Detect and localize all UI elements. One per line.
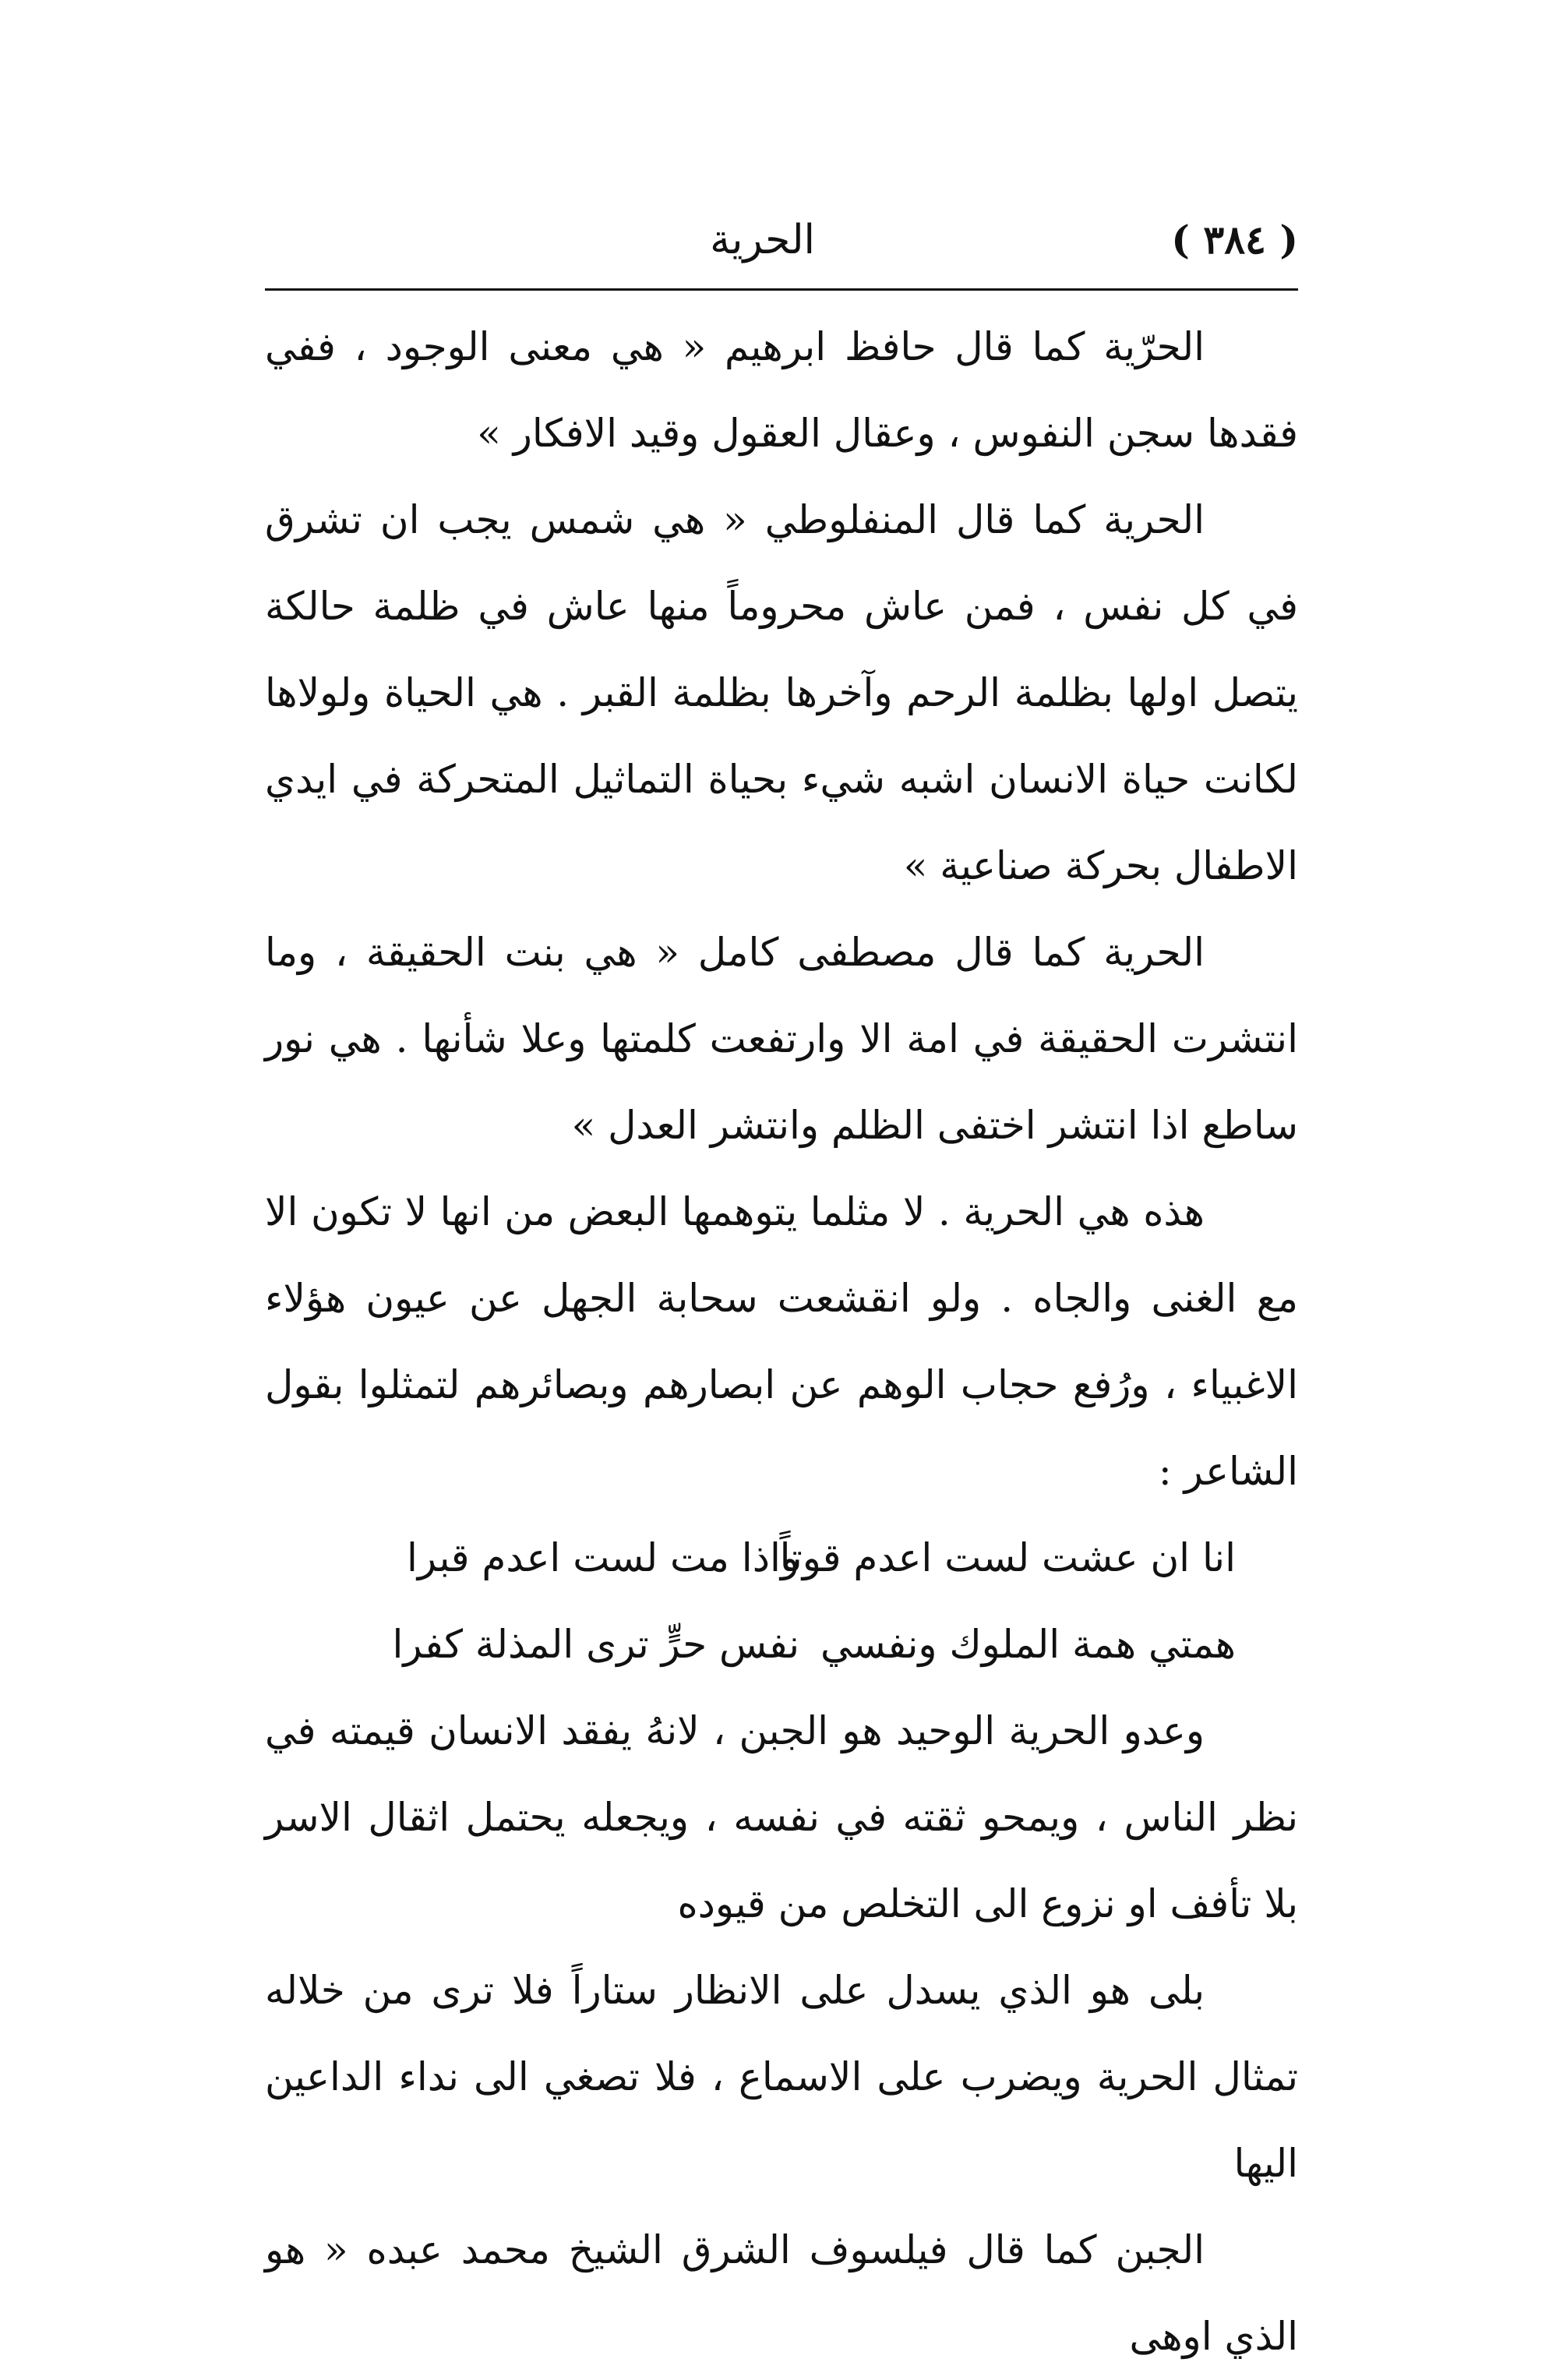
verse-first-hemistich: همتي همة الملوك ونفسي [820,1622,1236,1667]
paragraph-manfaluti: الحرية كما قال المنفلوطي « هي شمس يجب ان تشرق في كل نفس ، فمن عاش محروماً منها عاش في ظلمة حالكة يتصل اولها بظلمة الرحم وآخرها بظلمة القبر . هي الحياة ولولاها لكانت حياة الانسان اشبه شيء بحياة التماثيل المتحركة في ايدي الاطفال بحركة صناعية » [265,497,1298,888]
verse-second-hemistich: واذا مت لست اعدم قبرا [407,1535,799,1580]
paragraph-mustafa-kamel: الحرية كما قال مصطفى كامل « هي بنت الحقيقة ، وما انتشرت الحقيقة في امة الا وارتفعت كلمتها وعلا شأنها . هي نور ساطع اذا انتشر اختفى الظلم وانتشر العدل » [265,930,1298,1148]
paragraph-veil: بلى هو الذي يسدل على الانظار ستاراً فلا ترى من خلاله تمثال الحرية ويضرب على الاسماع ، فلا تصغي الى نداء الداعين اليها [265,1968,1298,2186]
paragraph-cowardice: وعدو الحرية الوحيد هو الجبن ، لانهُ يفقد الانسان قيمته في نظر الناس ، ويمحو ثقته في نفسه ، ويجعله يحتمل اثقال الاسر بلا تأفف او نزوع الى التخلص من قيوده [265,1708,1298,1926]
poem-verse [265,1601,1298,1688]
paragraph-illusion-of-freedom: هذه هي الحرية . لا مثلما يتوهمها البعض من انها لا تكون الا مع الغنى والجاه . ولو انقشعت سحابة الجهل عن عيون هؤلاء الاغبياء ، ورُفع حجاب الوهم عن ابصارهم وبصائرهم لتمثلوا بقول الشاعر : [265,1189,1298,1494]
running-title: الحرية [710,217,815,263]
verse-second-hemistich: نفس حرٍّ ترى المذلة كفرا [392,1622,799,1667]
poem-verse [265,1515,1298,1601]
page-number: ( ٣٨٤ ) [1171,217,1298,263]
paragraph-hafez-ibrahim: الحرّية كما قال حافظ ابرهيم « هي معنى الوجود ، ففي فقدها سجن النفوس ، وعقال العقول وقيد الافكار » [265,324,1298,456]
page-header [265,209,1298,271]
paragraph-muhammad-abduh: الجبن كما قال فيلسوف الشرق الشيخ محمد عبده « هو الذي اوهى [265,2227,1298,2359]
header-rule [265,288,1298,291]
body-text [265,304,1298,2380]
verse-first-hemistich: انا ان عشت لست اعدم قوتاً [779,1535,1236,1580]
